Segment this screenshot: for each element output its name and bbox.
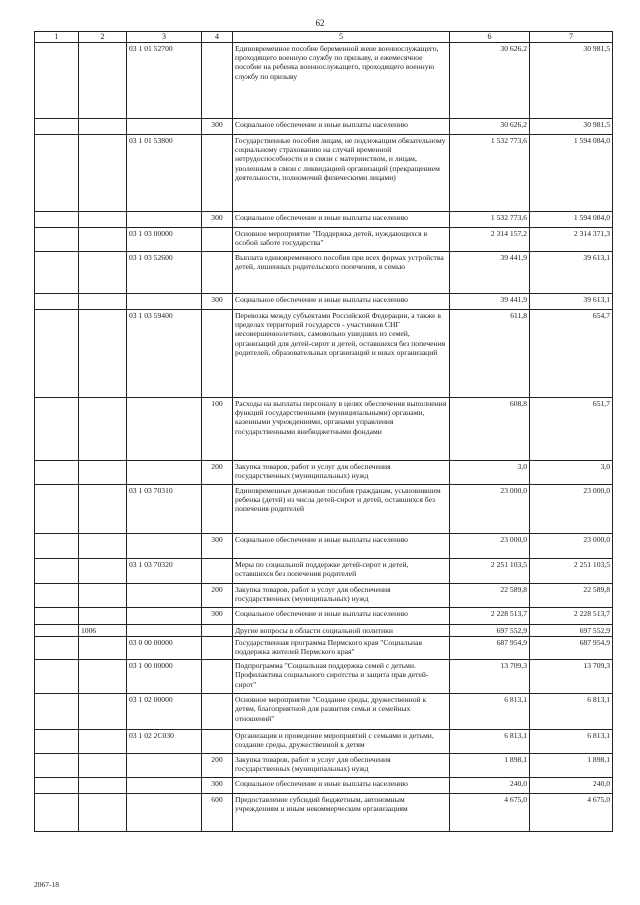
cell-amount-year-2: 1 898,1 xyxy=(530,754,613,778)
cell-expense-type: 300 xyxy=(202,533,233,558)
cell-target-code xyxy=(127,533,202,558)
cell-amount-year-2: 30 981,5 xyxy=(530,118,613,134)
cell-expense-type xyxy=(202,251,233,293)
table-row xyxy=(35,754,613,778)
cell-section xyxy=(35,397,79,460)
cell-target-code xyxy=(127,118,202,134)
cell-subsection xyxy=(79,460,127,484)
cell-subsection xyxy=(79,484,127,533)
table-row xyxy=(35,624,613,636)
cell-description: Расходы на выплаты персоналу в целях обеспечения выполнения функций государственными (муниципальными) органами, казенными учреждениями, органами управления государственными внебюджетными фондами xyxy=(233,397,450,460)
cell-amount-year-1: 39 441,9 xyxy=(450,293,530,309)
cell-amount-year-1: 1 532 773,6 xyxy=(450,134,530,211)
cell-section xyxy=(35,533,79,558)
cell-amount-year-2: 240,0 xyxy=(530,778,613,794)
cell-target-code xyxy=(127,211,202,227)
cell-amount-year-2: 23 000,0 xyxy=(530,484,613,533)
cell-subsection xyxy=(79,293,127,309)
cell-target-code: 03 1 01 53800 xyxy=(127,134,202,211)
table-row xyxy=(35,730,613,754)
cell-subsection xyxy=(79,533,127,558)
cell-amount-year-1: 3,0 xyxy=(450,460,530,484)
header-col-3: 3 xyxy=(127,32,202,43)
header-row xyxy=(35,32,613,43)
cell-description: Социальное обеспечение и иные выплаты населению xyxy=(233,211,450,227)
cell-description: Социальное обеспечение и иные выплаты населению xyxy=(233,293,450,309)
cell-expense-type: 200 xyxy=(202,754,233,778)
cell-target-code xyxy=(127,397,202,460)
cell-amount-year-1: 30 626,2 xyxy=(450,118,530,134)
cell-amount-year-2: 6 813,1 xyxy=(530,694,613,730)
table-row xyxy=(35,118,613,134)
cell-target-code xyxy=(127,794,202,832)
cell-target-code: 03 1 02 00000 xyxy=(127,694,202,730)
cell-expense-type xyxy=(202,227,233,251)
cell-subsection xyxy=(79,660,127,694)
cell-amount-year-2: 39 613,1 xyxy=(530,293,613,309)
table-row xyxy=(35,251,613,293)
cell-section xyxy=(35,42,79,118)
table-row xyxy=(35,227,613,251)
cell-section xyxy=(35,484,79,533)
cell-subsection: 1006 xyxy=(79,624,127,636)
cell-target-code: 03 1 03 70310 xyxy=(127,484,202,533)
cell-section xyxy=(35,227,79,251)
cell-section xyxy=(35,754,79,778)
cell-amount-year-1: 687 954,9 xyxy=(450,637,530,660)
cell-subsection xyxy=(79,134,127,211)
cell-section xyxy=(35,558,79,583)
cell-amount-year-2: 687 954,9 xyxy=(530,637,613,660)
cell-expense-type: 200 xyxy=(202,460,233,484)
cell-subsection xyxy=(79,694,127,730)
cell-amount-year-2: 697 552,9 xyxy=(530,624,613,636)
cell-target-code xyxy=(127,293,202,309)
cell-target-code: 03 1 03 52600 xyxy=(127,251,202,293)
cell-section xyxy=(35,583,79,607)
cell-description: Предоставление субсидий бюджетным, автономным учреждениям и иным некоммерческим организациям xyxy=(233,794,450,832)
cell-amount-year-2: 6 813,1 xyxy=(530,730,613,754)
cell-target-code xyxy=(127,460,202,484)
cell-amount-year-1: 23 000,0 xyxy=(450,533,530,558)
header-col-1: 1 xyxy=(35,32,79,43)
budget-table xyxy=(34,31,613,832)
cell-amount-year-1: 1 532 773,6 xyxy=(450,211,530,227)
cell-description: Социальное обеспечение и иные выплаты населению xyxy=(233,533,450,558)
table-row xyxy=(35,607,613,624)
header-col-6: 6 xyxy=(450,32,530,43)
table-row xyxy=(35,583,613,607)
cell-description: Государственная программа Пермского края "Социальная поддержка жителей Пермского края" xyxy=(233,637,450,660)
cell-amount-year-2: 1 594 084,0 xyxy=(530,134,613,211)
cell-amount-year-1: 6 813,1 xyxy=(450,730,530,754)
cell-target-code xyxy=(127,754,202,778)
header-col-4: 4 xyxy=(202,32,233,43)
cell-subsection xyxy=(79,227,127,251)
table-row xyxy=(35,794,613,832)
cell-amount-year-2: 30 981,5 xyxy=(530,42,613,118)
cell-amount-year-1: 2 228 513,7 xyxy=(450,607,530,624)
cell-subsection xyxy=(79,558,127,583)
cell-amount-year-1: 4 675,0 xyxy=(450,794,530,832)
cell-section xyxy=(35,460,79,484)
cell-section xyxy=(35,694,79,730)
cell-subsection xyxy=(79,42,127,118)
cell-expense-type: 300 xyxy=(202,211,233,227)
table-row xyxy=(35,211,613,227)
cell-section xyxy=(35,309,79,397)
cell-section xyxy=(35,607,79,624)
cell-subsection xyxy=(79,637,127,660)
cell-description: Другие вопросы в области социальной политики xyxy=(233,624,450,636)
cell-section xyxy=(35,134,79,211)
cell-description: Перевозка между субъектами Российской Федерации, а также в пределах территорий государств - участников СНГ несовершеннолетних, самовольно ушедших из семей, организаций для детей-сирот и детей, оставшихся без попечения родителей, образовательных организаций и иных организаций xyxy=(233,309,450,397)
cell-amount-year-2: 654,7 xyxy=(530,309,613,397)
cell-description: Государственные пособия лицам, не подлежащим обязательному социальному страхованию на случай временной нетрудоспособности и в связи с материнством, и лицам, уволенным в связи с ликвидацией организаций (прекращением деятельности, полномочий физическими лицами) xyxy=(233,134,450,211)
table-body xyxy=(35,42,613,831)
table-row xyxy=(35,42,613,118)
cell-description: Организация и проведение мероприятий с семьями и детьми, создание среды, дружественной к детям xyxy=(233,730,450,754)
cell-amount-year-2: 4 675,0 xyxy=(530,794,613,832)
cell-expense-type xyxy=(202,730,233,754)
cell-amount-year-1: 611,8 xyxy=(450,309,530,397)
cell-description: Основное мероприятие "Создание среды, дружественной к детям, благоприятной для развития семьи и семейных отношений" xyxy=(233,694,450,730)
cell-amount-year-2: 39 613,1 xyxy=(530,251,613,293)
cell-section xyxy=(35,251,79,293)
cell-subsection xyxy=(79,754,127,778)
cell-target-code: 03 1 00 00000 xyxy=(127,660,202,694)
cell-target-code: 03 1 03 59400 xyxy=(127,309,202,397)
table-row xyxy=(35,309,613,397)
cell-target-code xyxy=(127,778,202,794)
cell-description: Социальное обеспечение и иные выплаты населению xyxy=(233,607,450,624)
cell-expense-type xyxy=(202,558,233,583)
footer-code: 2067-18 xyxy=(34,880,59,889)
cell-section xyxy=(35,660,79,694)
cell-amount-year-1: 13 709,3 xyxy=(450,660,530,694)
cell-target-code: 03 1 03 70320 xyxy=(127,558,202,583)
cell-expense-type: 300 xyxy=(202,293,233,309)
table-row xyxy=(35,637,613,660)
cell-section xyxy=(35,118,79,134)
cell-subsection xyxy=(79,251,127,293)
cell-description: Основное мероприятие "Поддержка детей, нуждающихся в особой заботе государства" xyxy=(233,227,450,251)
cell-description: Меры по социальной поддержке детей-сирот и детей, оставшихся без попечения родителей xyxy=(233,558,450,583)
table-row xyxy=(35,660,613,694)
cell-subsection xyxy=(79,583,127,607)
cell-expense-type xyxy=(202,637,233,660)
cell-description: Подпрограмма "Социальная поддержка семей с детьми. Профилактика социального сиротства и защита прав детей-сирот" xyxy=(233,660,450,694)
table-row xyxy=(35,558,613,583)
cell-description: Социальное обеспечение и иные выплаты населению xyxy=(233,118,450,134)
cell-target-code: 03 0 00 00000 xyxy=(127,637,202,660)
cell-target-code: 03 1 03 00000 xyxy=(127,227,202,251)
table-row xyxy=(35,484,613,533)
cell-amount-year-2: 2 251 103,5 xyxy=(530,558,613,583)
cell-expense-type: 100 xyxy=(202,397,233,460)
cell-amount-year-2: 3,0 xyxy=(530,460,613,484)
cell-amount-year-1: 23 000,0 xyxy=(450,484,530,533)
table-row xyxy=(35,694,613,730)
cell-amount-year-1: 2 251 103,5 xyxy=(450,558,530,583)
cell-amount-year-1: 240,0 xyxy=(450,778,530,794)
cell-description: Закупка товаров, работ и услуг для обеспечения государственных (муниципальных) нужд xyxy=(233,754,450,778)
cell-subsection xyxy=(79,309,127,397)
header-col-7: 7 xyxy=(530,32,613,43)
cell-target-code xyxy=(127,583,202,607)
cell-subsection xyxy=(79,794,127,832)
cell-expense-type xyxy=(202,694,233,730)
cell-expense-type xyxy=(202,42,233,118)
header-col-2: 2 xyxy=(79,32,127,43)
cell-subsection xyxy=(79,778,127,794)
cell-description: Социальное обеспечение и иные выплаты населению xyxy=(233,778,450,794)
cell-subsection xyxy=(79,211,127,227)
cell-subsection xyxy=(79,730,127,754)
cell-subsection xyxy=(79,118,127,134)
cell-amount-year-2: 1 594 084,0 xyxy=(530,211,613,227)
cell-expense-type xyxy=(202,624,233,636)
cell-target-code: 03 1 02 2С030 xyxy=(127,730,202,754)
cell-section xyxy=(35,794,79,832)
cell-section xyxy=(35,624,79,636)
cell-expense-type xyxy=(202,484,233,533)
cell-amount-year-2: 13 709,3 xyxy=(530,660,613,694)
cell-amount-year-2: 22 589,8 xyxy=(530,583,613,607)
cell-expense-type: 200 xyxy=(202,583,233,607)
cell-amount-year-2: 2 314 371,3 xyxy=(530,227,613,251)
cell-amount-year-1: 1 898,1 xyxy=(450,754,530,778)
cell-target-code: 03 1 01 52700 xyxy=(127,42,202,118)
table-row xyxy=(35,460,613,484)
table-row xyxy=(35,293,613,309)
cell-section xyxy=(35,637,79,660)
cell-description: Закупка товаров, работ и услуг для обеспечения государственных (муниципальных) нужд xyxy=(233,583,450,607)
cell-expense-type: 600 xyxy=(202,794,233,832)
cell-amount-year-1: 608,8 xyxy=(450,397,530,460)
cell-amount-year-2: 651,7 xyxy=(530,397,613,460)
cell-section xyxy=(35,293,79,309)
cell-amount-year-1: 22 589,8 xyxy=(450,583,530,607)
cell-amount-year-1: 697 552,9 xyxy=(450,624,530,636)
cell-description: Выплата единовременного пособия при всех формах устройства детей, лишенных родительского попечения, в семью xyxy=(233,251,450,293)
cell-expense-type xyxy=(202,309,233,397)
cell-description: Единовременные денежные пособия гражданам, усыновившим ребенка (детей) из числа детей-сирот и детей, оставшихся без попечения родителей xyxy=(233,484,450,533)
table-row xyxy=(35,397,613,460)
cell-subsection xyxy=(79,397,127,460)
cell-description: Единовременное пособие беременной жене военнослужащего, проходящего военную службу по призыву, и ежемесячное пособие на ребенка военнослужащего, проходящего военную службу по призыву xyxy=(233,42,450,118)
header-col-5: 5 xyxy=(233,32,450,43)
cell-section xyxy=(35,730,79,754)
cell-amount-year-1: 6 813,1 xyxy=(450,694,530,730)
cell-amount-year-1: 39 441,9 xyxy=(450,251,530,293)
cell-expense-type xyxy=(202,660,233,694)
cell-subsection xyxy=(79,607,127,624)
cell-description: Закупка товаров, работ и услуг для обеспечения государственных (муниципальных) нужд xyxy=(233,460,450,484)
table-row xyxy=(35,533,613,558)
cell-target-code xyxy=(127,607,202,624)
page-number: 62 xyxy=(315,18,325,28)
cell-target-code xyxy=(127,624,202,636)
cell-expense-type: 300 xyxy=(202,118,233,134)
table-row xyxy=(35,134,613,211)
cell-amount-year-2: 23 000,0 xyxy=(530,533,613,558)
cell-expense-type xyxy=(202,134,233,211)
cell-section xyxy=(35,211,79,227)
cell-amount-year-1: 30 626,2 xyxy=(450,42,530,118)
cell-expense-type: 300 xyxy=(202,607,233,624)
cell-expense-type: 300 xyxy=(202,778,233,794)
cell-amount-year-2: 2 228 513,7 xyxy=(530,607,613,624)
cell-amount-year-1: 2 314 157,2 xyxy=(450,227,530,251)
cell-section xyxy=(35,778,79,794)
table-row xyxy=(35,778,613,794)
